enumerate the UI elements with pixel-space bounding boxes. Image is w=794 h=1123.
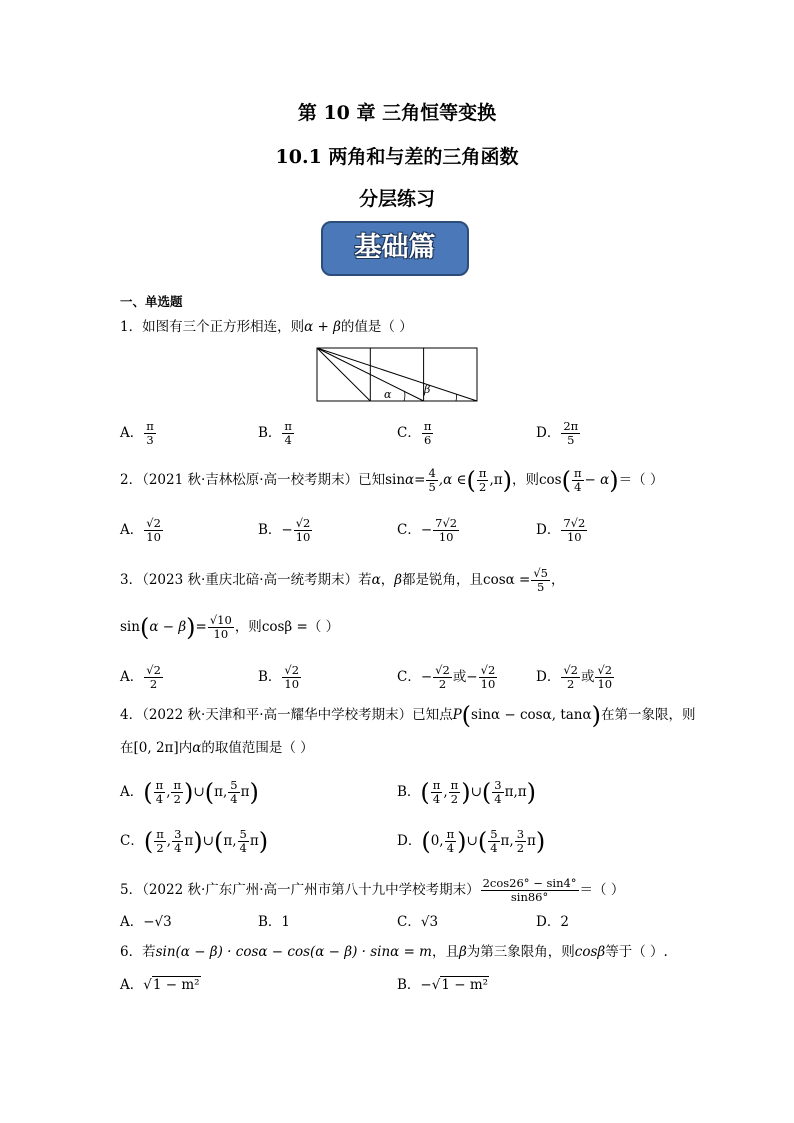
q5-option-b[interactable]: B．1 [258,914,291,930]
q3-option-c[interactable]: C．− $\frac{√2}{2}$ 或− $\frac{√2}{10}$ [397,663,496,691]
q2-option-b[interactable]: B．− $\frac{√2}{10}$ [258,516,311,544]
q5-option-c[interactable]: C．√3 [397,914,439,930]
q6-option-b[interactable]: B．−√1 − m² [397,977,489,993]
q1-option-a[interactable]: A． $\frac{\pi}{3}$ [120,419,154,447]
alpha-label: α [384,388,392,401]
section-heading: 一、单选题 [120,294,183,309]
q1-option-b[interactable]: B． $\frac{\pi}{4}$ [258,419,292,447]
q4-option-b[interactable]: B．( $\frac{\pi}{4}$ , $\frac{\pi}{2}$ )∪( $\frac{3}{4}$ π,π) [397,778,537,807]
q2-option-a[interactable]: A． $\frac{√2}{10}$ [120,516,161,544]
q6-option-a[interactable]: A．√1 − m² [120,977,200,993]
q3-option-b[interactable]: B． $\frac{√2}{10}$ [258,663,300,691]
beta-label: β [424,383,431,396]
q2-option-d[interactable]: D． $\frac{7√2}{10}$ [536,516,586,544]
question-1 [120,317,413,337]
q5-option-d[interactable]: D．2 [536,914,569,930]
three-squares-figure [316,347,479,402]
q3-option-a[interactable]: A． $\frac{√2}{2}$ [120,663,161,691]
question-5: 5．（2022 秋·广东广州·高一广州市第八十九中学校考期末） $\frac{2\cos 26^\circ - \sin 4^\circ}{\sin 86^\circ}$ ＝（ ） [120,876,625,904]
q1-option-d[interactable]: D． $\frac{2\pi}{5}$ [536,419,579,447]
question-4-line2: 在[0, 2π]内α的取值范围是（ ） [120,740,314,756]
q1-option-c[interactable]: C． $\frac{\pi}{6}$ [397,419,432,447]
q5-option-a[interactable]: A．−√3 [120,914,172,930]
q4-option-a[interactable]: A．( $\frac{\pi}{4}$ , $\frac{\pi}{2}$ )∪(π, $\frac{5}{4}$ π) [120,778,259,807]
level-badge: 基础篇 [321,221,469,276]
q1-stem: 1．如图有三个正方形相连，则 [120,319,305,335]
section-title: 10.1 两角和与差的三角函数 [275,146,519,168]
q1-math: α + β [304,319,341,335]
q2-option-c[interactable]: C．− $\frac{7√2}{10}$ [397,516,458,544]
q4-option-d[interactable]: D．(0, $\frac{\pi}{4}$ )∪( $\frac{5}{4}$ π, $\frac{3}{2}$ π) [397,827,546,856]
question-6: 6．若sin(α − β) · cosα − cos(α − β) · sinα = m，且β为第三象限角，则cosβ等于（ ）. [120,944,668,960]
q3-option-d[interactable]: D． $\frac{√2}{2}$ 或 $\frac{√2}{10}$ [536,663,613,691]
subtitle: 分层练习 [358,188,435,210]
q4-option-c[interactable]: C．( $\frac{\pi}{2}$ , $\frac{3}{4}$ π)∪(π, $\frac{5}{4}$ π) [120,827,269,856]
question-4: 4．（2022 秋·天津和平·高一耀华中学校考期末）已知点P(sinα − cosα, tanα)在第一象限，则 [120,701,696,730]
question-2: 2．（2021 秋·吉林松原·高一校考期末）已知sinα= $\frac{4}{5}$ ,α ∈( $\frac{\pi}{2}$ ,π)，则cos( $\frac{\pi}{4}$ − α)＝（ ） [120,466,664,495]
q1-stem-end: 的值是（ ） [340,319,413,335]
question-3-line2: sin(α − β)= $\frac{√10}{10}$ ，则cosβ =（ ） [120,613,340,642]
chapter-title: 第 10 章 三角恒等变换 [297,102,497,124]
question-3: 3．（2023 秋·重庆北碚·高一统考期末）若α，β都是锐角，且cosα = $\frac{√5}{5}$ ， [120,566,565,594]
